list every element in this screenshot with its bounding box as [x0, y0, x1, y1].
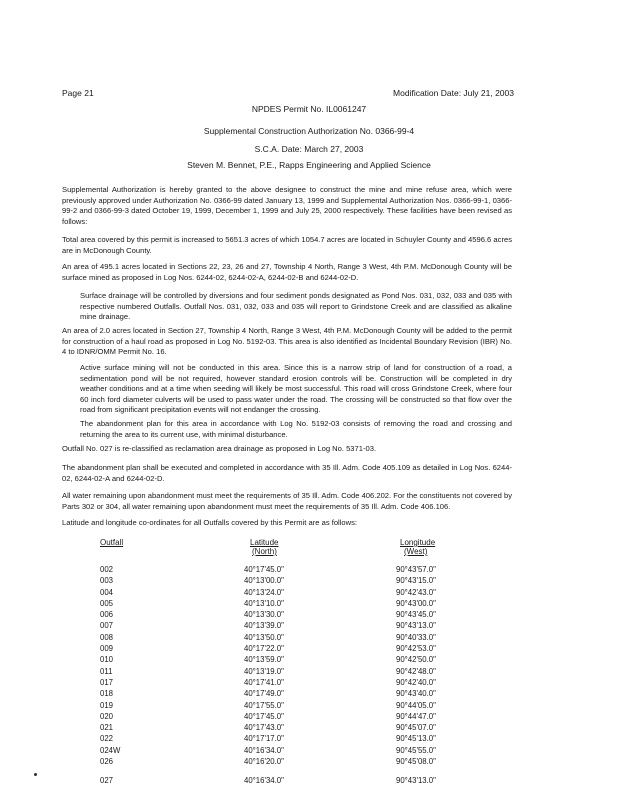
outfall-cell: 027	[100, 776, 114, 786]
outfall-cell: 026	[100, 757, 114, 767]
longitude-cell: 90°45'13.0"	[396, 734, 436, 744]
table-row	[100, 776, 500, 787]
latitude-cell: 40°17'45.0"	[244, 711, 284, 721]
table-row	[100, 667, 500, 678]
table-row	[100, 565, 500, 576]
outfall-cell: 003	[100, 576, 114, 586]
modification-date: Modification Date: July 21, 2003	[393, 88, 514, 98]
table-row	[100, 621, 500, 632]
outfall-cell: 019	[100, 700, 114, 710]
paragraph-coordinates-intro: Latitude and longitude co-ordinates for all Outfalls covered by this Permit are as follows:	[62, 518, 358, 527]
outfall-cell: 006	[100, 610, 114, 620]
longitude-cell: 90°43'45.0"	[396, 610, 436, 620]
longitude-cell: 90°42'43.0"	[396, 587, 436, 597]
outfall-cell: 017	[100, 677, 114, 687]
column-header-latitude: Latitude	[250, 538, 279, 547]
page-number: Page 21	[62, 88, 94, 98]
column-header-outfall: Outfall	[100, 538, 124, 547]
latitude-cell: 40°17'49.0"	[244, 689, 284, 699]
paragraph-surface-mined-area: An area of 495.1 acres located in Sections 22, 23, 26 and 27, Township 4 North, Range 3 West, 4th P.M. McDonough County will be surface mined as proposed in Log Nos. 6244-02, 6244-02-A, 6244-02-B and 6244-02-D.	[62, 262, 512, 282]
authorization-number: Supplemental Construction Authorization No. 0366-99-4	[203, 126, 415, 136]
latitude-cell: 40°16'34.0"	[244, 776, 284, 786]
paragraph-haul-road-area: An area of 2.0 acres located in Section 27, Township 4 North, Range 3 West, 4th P.M. McDonough County will be added to the permit for construction of a haul road as proposed in Log No. 5192-03. This area is also identified as Incidental Boundary Revision (IBR) No. 4 to IDNR/OMM Permit No. 16.	[62, 326, 512, 357]
latitude-cell: 40°13'59.0"	[244, 655, 284, 665]
table-row	[100, 610, 500, 621]
latitude-cell: 40°17'45.0"	[244, 565, 284, 574]
paragraph-surface-drainage: Surface drainage will be controlled by diversions and four sediment ponds designated as Pond Nos. 031, 032, 033 and 035 with respective numbered Outfalls. Outfall Nos. 031, 032, 033 and 035 will report to Grindstone Creek and are classified as alkaline mine drainage.	[80, 291, 512, 322]
latitude-cell: 40°17'43.0"	[244, 723, 284, 733]
table-row	[100, 734, 500, 745]
table-row	[100, 655, 500, 666]
latitude-cell: 40°16'34.0"	[244, 745, 284, 755]
outfall-cell: 020	[100, 711, 114, 721]
longitude-cell: 90°42'40.0"	[396, 677, 436, 687]
latitude-cell: 40°13'39.0"	[244, 621, 284, 631]
latitude-cell: 40°13'50.0"	[244, 632, 284, 642]
outfall-cell: 008	[100, 632, 114, 642]
paragraph-total-area: Total area covered by this permit is increased to 5651.3 acres of which 1054.7 acres are located in Schuyler County and 4596.6 acres are in McDonough County.	[62, 235, 512, 255]
outfall-table	[100, 565, 500, 788]
longitude-cell: 90°43'13.0"	[396, 776, 436, 786]
table-row	[100, 689, 500, 700]
paragraph-outfall-027: Outfall No. 027 is re-classified as reclamation area drainage as proposed in Log No. 5371-03.	[62, 444, 377, 453]
latitude-cell: 40°17'55.0"	[244, 700, 284, 710]
latitude-cell: 40°13'19.0"	[244, 666, 284, 676]
outfall-cell: 007	[100, 621, 114, 631]
paragraph-abandonment-plan: The abandonment plan shall be executed and completed in accordance with 35 Ill. Adm. Code 405.109 as detailed in Log Nos. 6244-02, 6244-02-A and 6244-02-D.	[62, 463, 512, 483]
column-subheader-north: (North)	[252, 547, 277, 556]
latitude-cell: 40°17'41.0"	[244, 677, 284, 687]
sca-date: S.C.A. Date: March 27, 2003	[254, 144, 364, 154]
engineer-line: Steven M. Bennet, P.E., Rapps Engineering and Applied Science	[187, 160, 431, 170]
table-row	[100, 599, 500, 610]
outfall-cell: 018	[100, 689, 114, 699]
table-row	[100, 633, 500, 644]
longitude-cell: 90°44'05.0"	[396, 700, 436, 710]
paragraph-water-requirements: All water remaining upon abandonment must meet the requirements of 35 Ill. Adm. Code 406.202. For the constituents not covered by Parts 302 or 304, all water remaining upon abandonment must meet the requirements of 35 Ill. Adm. Code 406.106.	[62, 491, 512, 511]
latitude-cell: 40°13'00.0"	[244, 576, 284, 586]
outfall-cell: 010	[100, 655, 114, 665]
table-row	[100, 723, 500, 734]
longitude-cell: 90°43'13.0"	[396, 621, 436, 631]
longitude-cell: 90°43'15.0"	[396, 576, 436, 586]
paragraph-abandonment-area: The abandonment plan for this area in accordance with Log No. 5192-03 consists of removing the road and crossing and returning the area to its current use, with minimal disturbance.	[80, 419, 512, 439]
latitude-cell: 40°13'24.0"	[244, 587, 284, 597]
column-header-longitude: Longitude	[400, 538, 436, 547]
outfall-cell: 005	[100, 598, 114, 608]
table-row	[100, 678, 500, 689]
table-row	[100, 746, 500, 757]
outfall-cell: 021	[100, 723, 114, 733]
table-row	[100, 644, 500, 655]
longitude-cell: 90°43'57.0"	[396, 565, 436, 574]
outfall-cell: 004	[100, 587, 114, 597]
paragraph-active-mining: Active surface mining will not be conducted in this area. Since this is a narrow strip of land for construction of a road, a sedimentation pond will be not required, however standard erosion controls will be. Construction will be completed in dry weather conditions and at a time when seeding will likely be most successful. This road will cross Grindstone Creek, where four 60 inch ford diameter culverts will be used to pass water under the road. The crossing will be constructed so that flow over the road from significant precipitation events will not endanger the crossing.	[80, 363, 512, 415]
latitude-cell: 40°13'10.0"	[244, 598, 284, 608]
table-row	[100, 757, 500, 768]
outfall-cell: 011	[100, 666, 113, 676]
longitude-cell: 90°42'53.0"	[396, 644, 436, 654]
column-subheader-west: (West)	[404, 547, 428, 556]
longitude-cell: 90°45'07.0"	[396, 723, 436, 733]
outfall-cell: 009	[100, 644, 114, 654]
longitude-cell: 90°44'47.0"	[396, 711, 436, 721]
scan-speck	[34, 773, 37, 776]
outfall-cell: 002	[100, 565, 114, 574]
longitude-cell: 90°45'08.0"	[396, 757, 436, 767]
longitude-cell: 90°43'40.0"	[396, 689, 436, 699]
paragraph-supplemental: Supplemental Authorization is hereby granted to the above designee to construct the mine and mine refuse area, which were previously approved under Authorization No. 0366-99 dated January 13, 1999 and Supplemental Authorization Nos. 0366-99-1, 0366-99-2 and 0366-99-3 dated October 19, 1999, December 1, 1999 and July 25, 2000 respectively. These facilities have been revised as follows:	[62, 185, 512, 226]
longitude-cell: 90°42'48.0"	[396, 666, 436, 676]
longitude-cell: 90°40'33.0"	[396, 632, 436, 642]
latitude-cell: 40°17'17.0"	[244, 734, 284, 744]
table-row	[100, 576, 500, 587]
latitude-cell: 40°16'20.0"	[244, 757, 284, 767]
permit-number: NPDES Permit No. IL0061247	[251, 104, 367, 114]
longitude-cell: 90°45'55.0"	[396, 745, 436, 755]
outfall-cell: 024W	[100, 745, 121, 755]
latitude-cell: 40°13'30.0"	[244, 610, 284, 620]
outfall-cell: 022	[100, 734, 114, 744]
table-row	[100, 588, 500, 599]
longitude-cell: 90°42'50.0"	[396, 655, 436, 665]
latitude-cell: 40°17'22.0"	[244, 644, 284, 654]
table-row	[100, 712, 500, 723]
longitude-cell: 90°43'00.0"	[396, 598, 436, 608]
table-row	[100, 701, 500, 712]
